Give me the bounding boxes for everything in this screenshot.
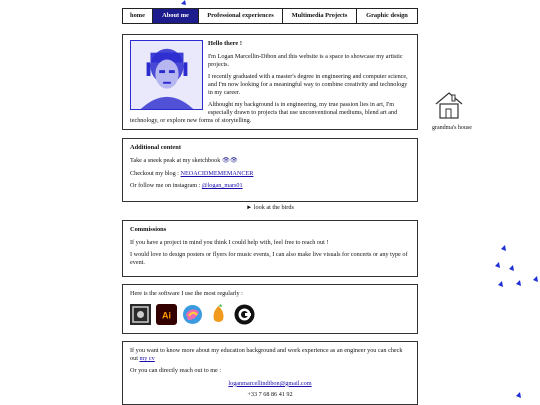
tab-multimedia-projects[interactable]: Multimedia Projects <box>283 9 357 23</box>
bird-icon <box>533 276 538 282</box>
bird-icon <box>509 265 514 271</box>
phone-number: +33 7 68 86 41 92 <box>247 391 293 399</box>
email-link[interactable]: loganmarcellindibon@gmail.com <box>228 379 312 387</box>
commissions-paragraph-1: If you have a project in mind you think I could help with, feel free to reach out ! <box>130 239 329 247</box>
tab-about-me[interactable]: About me <box>153 9 199 23</box>
blog-link[interactable]: NEOACIDMEMEMANCER <box>180 170 254 178</box>
intro-heading: Hello there ! <box>208 40 242 47</box>
tab-home[interactable]: home <box>123 9 153 23</box>
commissions-paragraph-2: I would love to design posters or flyers for music events, I can also make live visuals for concerts or any type of event. <box>130 250 408 266</box>
birds-toggle[interactable]: ► look at the birds <box>246 204 294 211</box>
bird-icon <box>498 281 503 287</box>
bird-icon <box>516 280 521 286</box>
instagram-link[interactable]: @logan_mars01 <box>201 181 243 189</box>
bird-icon <box>516 392 521 398</box>
bird-icon <box>501 245 506 251</box>
eyes-icon[interactable]: 👁👁 <box>221 157 238 165</box>
contact-cv-text: If you want to know more about my education background and work experience as an engineer you can check out <box>130 347 403 363</box>
cv-link[interactable]: my cv <box>139 355 155 363</box>
contact-paragraph-2: Or you can directly reach out to me : <box>130 366 222 374</box>
sketchbook-text: Take a sneek peak at my sketchbook <box>130 157 221 165</box>
intro-paragraph-3: Althought my background is in engineering, my true passion lies in art, I'm especially drawn to projects that use unconventional mediums, blend art and technology, or explore new forms of storytelling. <box>130 100 398 124</box>
intro-paragraph-1: I'm Logan Marcellin-Dibon and this website is a space to showcase my artistic projects. <box>208 53 403 69</box>
tab-graphic-design[interactable]: Graphic design <box>366 11 408 19</box>
intro-paragraph-2: I recently graduated with a master's degree in engineering and computer science, and I'm now looking for a meaningful way to combine creativity and technology in my career. <box>208 72 408 97</box>
instagram-label: Or follow me on instagram : <box>130 181 202 189</box>
software-intro: Here is the software I use the most regularly : <box>130 290 243 297</box>
bird-icon <box>495 262 500 268</box>
tab-professional-experiences[interactable]: Professional experiences <box>199 9 283 23</box>
additional-heading: Additional content <box>130 144 181 151</box>
blog-label: Checkout my blog : <box>130 170 181 178</box>
grandmas-house-label: grandma's house <box>432 125 472 132</box>
illustrator-icon-text: Ai <box>162 310 171 321</box>
bird-icon <box>181 0 186 5</box>
commissions-heading: Commissions <box>130 226 167 233</box>
